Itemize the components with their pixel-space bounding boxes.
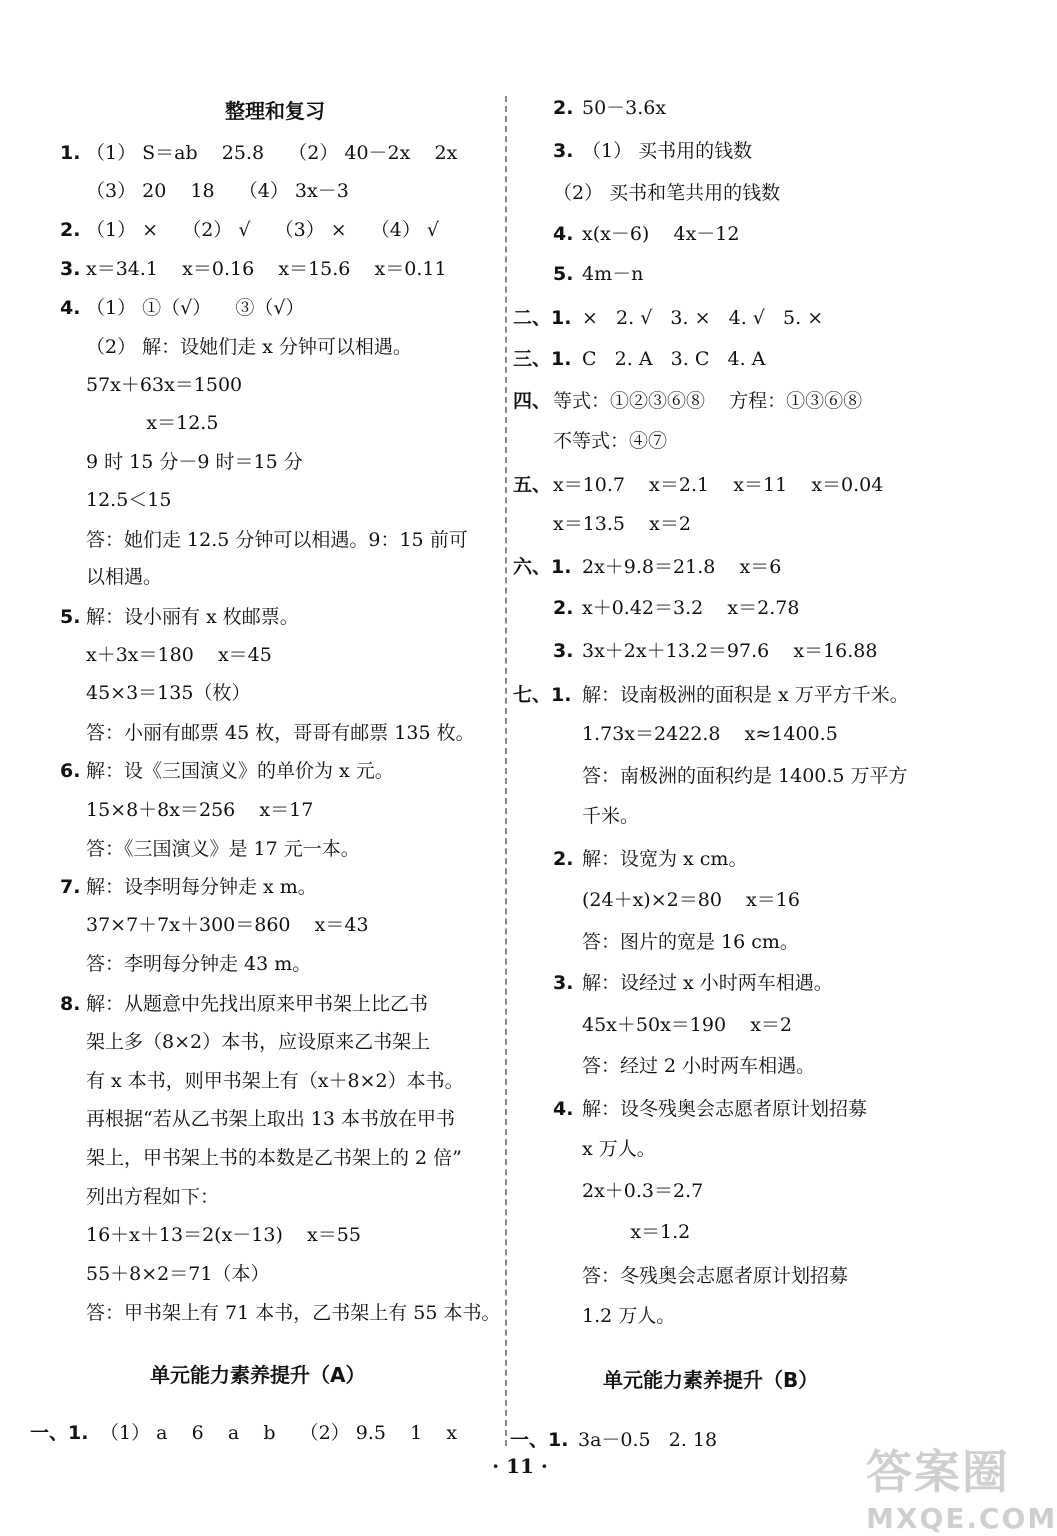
answer-line: 千米。 [582,805,640,827]
answer-line: 55＋8×2＝71（本） [86,1263,270,1285]
answer-line: 答：甲书架上有 71 本书，乙书架上有 55 本书。 [86,1302,501,1324]
answer-line: 解：设李明每分钟走 x m。 [86,876,317,898]
answer-line: x＝10.7 x＝2.1 x＝11 x＝0.04 [553,474,884,496]
item-number: 6. [60,760,81,782]
answer-line: 45×3＝135（枚） [86,682,251,704]
answer-line: x＝12.5 [86,412,219,434]
answer-line: （1） a 6 a b （2） 9.5 1 x [100,1422,458,1444]
answer-line: 答：图片的宽是 16 cm。 [582,931,799,953]
item-number: 3. [553,140,574,162]
answer-line: 答：李明每分钟走 43 m。 [86,953,312,975]
answer-line: 解：设南极洲的面积是 x 万平方千米。 [582,684,909,706]
item-number: 四、 [513,390,552,412]
answer-line: 50－3.6x [582,97,667,119]
answer-line: 答：《三国演义》是 17 元一本。 [86,838,360,860]
answer-line: 列出方程如下： [86,1186,220,1208]
item-number: 一、1. [30,1422,89,1444]
item-number: 1. [60,142,81,164]
answer-line: 答：经过 2 小时两车相遇。 [582,1055,816,1077]
watermark-logo [866,1436,1057,1535]
answer-line: 解：从题意中先找出原来甲书架上比乙书 [86,993,429,1015]
answer-line: 等式：①②③⑥⑧ 方程：①③⑥⑧ [553,390,863,412]
answer-line: 3a－0.5 2. 18 [578,1429,718,1451]
answer-line: 12.5＜15 [86,489,172,511]
section-title: 整理和复习 [225,99,325,123]
answer-line: 解：设经过 x 小时两车相遇。 [582,972,833,994]
answer-line: 1.2 万人。 [582,1305,676,1327]
answer-line: 15×8＋8x＝256 x＝17 [86,799,314,821]
item-number: 一、1. [510,1429,569,1451]
item-number: 5. [553,263,574,285]
answer-line: （2） 买书和笔共用的钱数 [553,182,781,204]
item-number: 2. [553,848,574,870]
column-divider [505,96,507,1446]
section-heading: 单元能力素养提升（B） [603,1368,819,1392]
item-number: 4. [60,297,81,319]
answer-line: （2） 解：设她们走 x 分钟可以相遇。 [86,336,412,358]
answer-line: （1） ①（√） ③（√） [86,297,305,319]
item-number: 2. [60,219,81,241]
answer-line: x＋3x＝180 x＝45 [86,644,272,666]
item-number: 2. [553,597,574,619]
item-number: 4. [553,1098,574,1120]
answer-line: 37×7＋7x＋300＝860 x＝43 [86,914,369,936]
section-heading: 单元能力素养提升（A） [150,1363,366,1387]
item-number: 4. [553,223,574,245]
answer-line: 答：小丽有邮票 45 枚，哥哥有邮票 135 枚。 [86,722,475,744]
answer-line: （1） × （2） √ （3） × （4） √ [86,219,440,241]
answer-line: 4m－n [582,263,644,285]
answer-line: 不等式：④⑦ [553,430,668,452]
answer-line: 以相遇。 [86,566,163,588]
answer-line: 架上，甲书架上书的本数是乙书架上的 2 倍” [86,1147,462,1169]
answer-line: x(x－6) 4x－12 [582,223,740,245]
answer-line: 解：设宽为 x cm。 [582,848,748,870]
item-number: 5. [60,606,81,628]
item-number: 六、1. [513,556,572,578]
answer-line: 架上多（8×2）本书，应设原来乙书架上 [86,1031,431,1053]
answer-line: 答：她们走 12.5 分钟可以相遇。9：15 前可 [86,529,468,551]
item-number: 3. [553,640,574,662]
item-number: 3. [60,258,81,280]
answer-line: 解：设《三国演义》的单价为 x 元。 [86,760,394,782]
answer-line: 解：设小丽有 x 枚邮票。 [86,606,299,628]
watermark-top: 答案圈 [866,1445,1010,1499]
answer-line: x＝34.1 x＝0.16 x＝15.6 x＝0.11 [86,258,447,280]
answer-line: （3） 20 18 （4） 3x－3 [86,180,349,202]
answer-line: 再根据“若从乙书架上取出 13 本书放在甲书 [86,1108,455,1130]
answer-line: 3x＋2x＋13.2＝97.6 x＝16.88 [582,640,878,662]
item-number: 五、 [513,474,552,496]
answer-line: C 2. A 3. C 4. A [582,348,766,370]
answer-line: 2x＋9.8＝21.8 x＝6 [582,556,782,578]
answer-line: 解：设冬残奥会志愿者原计划招募 [582,1098,868,1120]
answer-line: 9 时 15 分－9 时＝15 分 [86,451,303,473]
item-number: 二、1. [513,307,572,329]
item-number: 七、1. [513,684,572,706]
answer-line: x 万人。 [582,1138,656,1160]
answer-line: 答：南极洲的面积约是 1400.5 万平方 [582,765,908,787]
answer-line: 1.73x＝2422.8 x≈1400.5 [582,723,838,745]
answer-line: 2x＋0.3＝2.7 [582,1180,704,1202]
item-number: 3. [553,972,574,994]
item-number: 8. [60,993,81,1015]
item-number: 三、1. [513,348,572,370]
answer-line: 57x＋63x＝1500 [86,374,243,396]
answer-line: (24＋x)×2＝80 x＝16 [582,889,800,911]
answer-line: 16＋x＋13＝2(x－13) x＝55 [86,1224,361,1246]
item-number: 2. [553,97,574,119]
answer-line: 答：冬残奥会志愿者原计划招募 [582,1265,849,1287]
answer-line: （1） 买书用的钱数 [582,140,753,162]
answer-line: x＝1.2 [582,1221,691,1243]
answer-line: 有 x 本书，则甲书架上有（x＋8×2）本书。 [86,1070,464,1092]
answer-line: × 2. √ 3. × 4. √ 5. × [582,307,824,329]
watermark-bottom: MXQE.COM [866,1502,1057,1535]
answer-line: x＝13.5 x＝2 [553,513,691,535]
item-number: 7. [60,876,81,898]
answer-line: x＋0.42＝3.2 x＝2.78 [582,597,800,619]
answer-line: （1） S＝ab 25.8 （2） 40－2x 2x [86,142,458,164]
answer-line: 45x＋50x＝190 x＝2 [582,1014,793,1036]
page-number: · 11 · [492,1454,548,1478]
